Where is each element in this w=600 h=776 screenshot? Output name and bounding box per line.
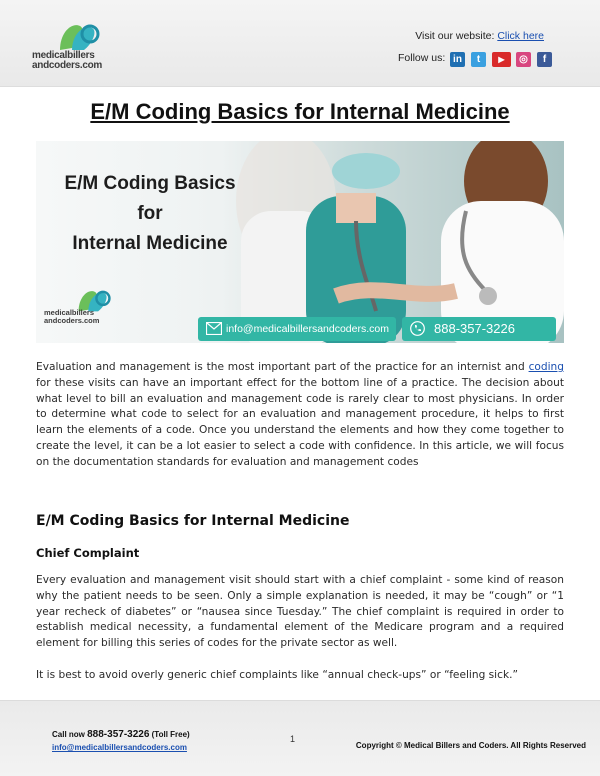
phone-icon xyxy=(410,321,425,336)
page-title xyxy=(0,99,600,125)
banner-email-pill[interactable] xyxy=(198,317,396,341)
chief-complaint-paragraph: Every evaluation and management visit should start with a chief complaint - some kind of reason why the patient needs to be seen. Only a simple explanation is needed, it may be “cough” or “1 year recheck of diabetes” or “nausea since Tuesday.” The chief complaint is required in order to establish medical necessity, a fundamental element of the Medicare program and a required element for billing this series of codes for the private sector as well. xyxy=(36,574,564,650)
youtube-icon[interactable]: ▶ xyxy=(492,52,511,67)
logo-text xyxy=(32,51,102,71)
footer-call-number: 888-357-3226 xyxy=(87,729,150,740)
banner-title-line3: Internal Medicine xyxy=(72,233,228,254)
visit-label: Visit our website: xyxy=(415,30,495,42)
banner-logo xyxy=(44,287,134,335)
intro-text-start: Evaluation and management is the most important part of the practice for an internist and xyxy=(36,361,529,373)
page-header xyxy=(0,0,600,87)
section-heading: E/M Coding Basics for Internal Medicine xyxy=(36,513,350,529)
twitter-icon[interactable]: t xyxy=(471,52,486,67)
site-logo[interactable] xyxy=(32,20,132,72)
banner-logo-text xyxy=(44,309,99,325)
page-footer xyxy=(0,700,600,776)
banner-phone: 888-357-3226 xyxy=(434,321,515,336)
intro-text-rest: for these visits can have an important effect for the bottom line of a practice. The decision about what level to bill an evaluation and management code is rarely clear to most physicians. In order to determine what code to select for an evaluation and management procedure, it helps to first learn the elements of a code. Once you understand the elements and how they come together to create the level, it can be a lot easier to select a code with confidence. In this article, we will focus on the documentation standards for evaluation and management codes xyxy=(36,376,564,468)
banner-logo-line2: andcoders.com xyxy=(44,316,100,325)
envelope-icon xyxy=(206,322,222,335)
intro-paragraph xyxy=(36,360,564,471)
footer-email-link[interactable]: info@medicalbillersandcoders.com xyxy=(52,743,187,752)
linkedin-icon[interactable]: in xyxy=(450,52,465,67)
chief-complaint-heading: Chief Complaint xyxy=(36,546,140,560)
page-title-text: E/M Coding Basics for Internal Medicine xyxy=(90,99,510,124)
follow-label: Follow us: xyxy=(398,52,446,64)
page-number: 1 xyxy=(290,734,296,744)
hero-banner xyxy=(36,141,564,343)
banner-title-line2: for xyxy=(137,203,163,224)
visit-website-link[interactable]: Click here xyxy=(497,30,544,42)
banner-logo-line1: medicalbillers xyxy=(44,308,95,317)
banner-email: info@medicalbillersandcoders.com xyxy=(226,323,389,335)
banner-title xyxy=(50,169,250,259)
instagram-icon[interactable]: ◎ xyxy=(516,52,531,67)
footer-call-suffix: (Toll Free) xyxy=(151,730,190,739)
facebook-icon[interactable]: f xyxy=(537,52,552,67)
footer-call xyxy=(52,729,190,740)
footer-copyright: Copyright © Medical Billers and Coders. All Rights Reserved xyxy=(355,741,586,750)
banner-title-line1: E/M Coding Basics xyxy=(64,173,236,194)
banner-phone-pill[interactable] xyxy=(402,317,556,341)
logo-mark-icon xyxy=(56,20,102,52)
footer-call-prefix: Call now xyxy=(52,730,85,739)
generic-complaints-paragraph: It is best to avoid overly generic chief complaints like “annual check-ups” or “feeling sick.” xyxy=(36,669,518,681)
visit-website xyxy=(415,30,544,42)
coding-link[interactable]: coding xyxy=(528,361,564,373)
logo-line2: andcoders.com xyxy=(32,60,103,71)
logo-line1: medicalbillers xyxy=(32,50,95,61)
